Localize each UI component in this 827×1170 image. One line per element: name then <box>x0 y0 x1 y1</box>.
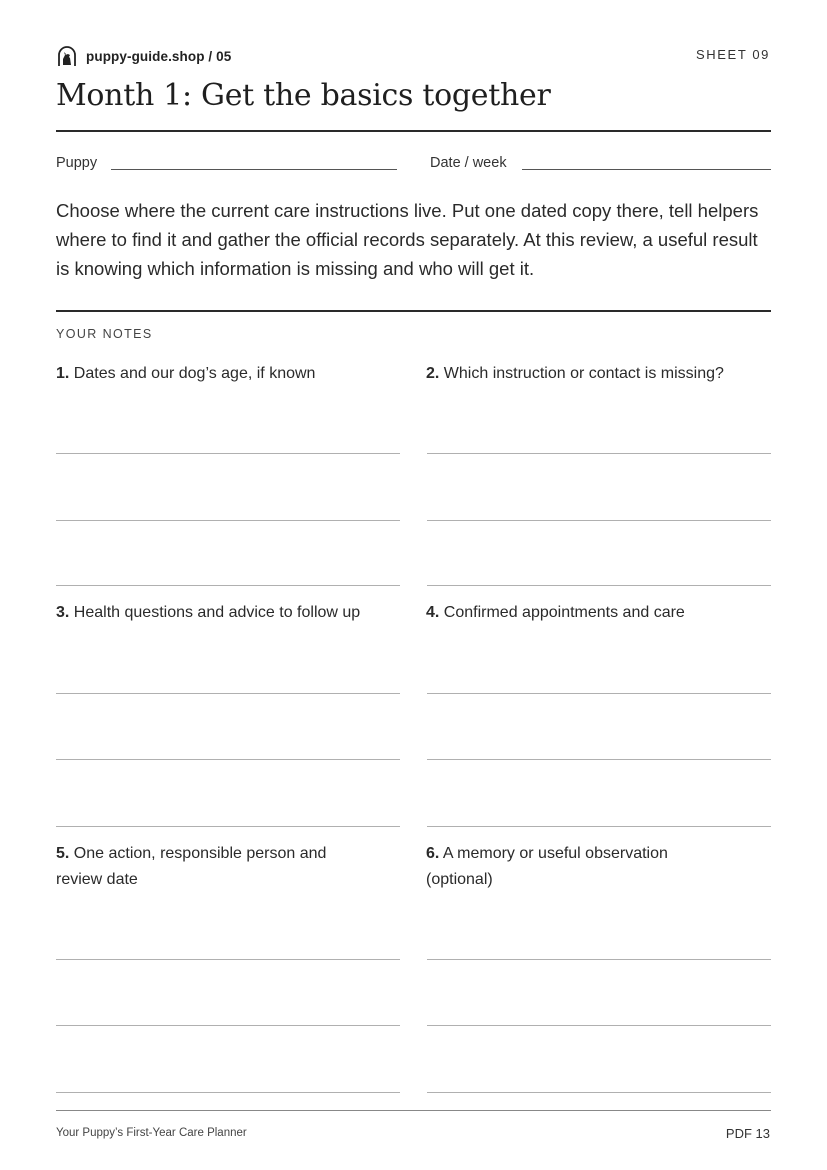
answer-line[interactable] <box>56 1092 400 1093</box>
question-text: Confirmed appointments and care <box>443 604 685 621</box>
answer-line[interactable] <box>56 759 400 760</box>
answer-line[interactable] <box>427 1025 771 1026</box>
question-text: One action, responsible person and review date <box>56 845 327 888</box>
footer-title: Your Puppy’s First-Year Care Planner <box>56 1127 247 1139</box>
question-number: 5. <box>56 845 70 862</box>
intro-text: Choose where the current care instructions live. Put one dated copy there, tell helpers where to find it and gather the official records separately. At this review, a useful result is knowing which information is missing and who will get it. <box>56 200 759 279</box>
question-number: 6. <box>426 845 440 862</box>
question-number: 4. <box>426 604 440 621</box>
answer-line[interactable] <box>56 585 400 586</box>
date-week-field[interactable] <box>522 169 771 170</box>
answer-line[interactable] <box>427 1092 771 1093</box>
notes-label: YOUR NOTES <box>56 327 153 341</box>
question-text: Which instruction or contact is missing? <box>443 365 724 382</box>
question-1 <box>56 361 401 387</box>
answer-line[interactable] <box>427 520 771 521</box>
question-number: 3. <box>56 604 70 621</box>
question-text: A memory or useful observation (optional) <box>426 845 668 888</box>
answer-line[interactable] <box>56 1025 400 1026</box>
question-5 <box>56 841 366 893</box>
question-number: 1. <box>56 365 70 382</box>
brand <box>56 45 231 67</box>
answer-line[interactable] <box>427 693 771 694</box>
dog-silhouette-icon <box>56 45 78 67</box>
answer-line[interactable] <box>427 959 771 960</box>
question-3 <box>56 600 401 626</box>
answer-line[interactable] <box>56 959 400 960</box>
question-6 <box>426 841 726 893</box>
answer-line[interactable] <box>56 520 400 521</box>
answer-line[interactable] <box>56 826 400 827</box>
sheet-number: SHEET 09 <box>696 47 770 62</box>
question-text: Health questions and advice to follow up <box>73 604 361 621</box>
puppy-field[interactable] <box>111 169 397 170</box>
question-text: Dates and our dog’s age, if known <box>73 365 316 382</box>
answer-line[interactable] <box>56 453 400 454</box>
footer-rule <box>56 1110 771 1111</box>
puppy-label: Puppy <box>56 155 98 171</box>
question-4 <box>426 600 771 626</box>
intro-rule <box>56 310 771 312</box>
question-number: 2. <box>426 365 440 382</box>
answer-line[interactable] <box>427 453 771 454</box>
answer-line[interactable] <box>427 585 771 586</box>
title-rule <box>56 130 771 132</box>
page-title: Month 1: Get the basics together <box>56 78 551 113</box>
answer-line[interactable] <box>427 759 771 760</box>
date-week-label: Date / week <box>430 155 507 171</box>
answer-line[interactable] <box>56 693 400 694</box>
question-2 <box>426 361 771 387</box>
answer-line[interactable] <box>427 826 771 827</box>
brand-text: puppy-guide.shop / 05 <box>86 48 232 64</box>
page-number: PDF 13 <box>725 1126 770 1141</box>
